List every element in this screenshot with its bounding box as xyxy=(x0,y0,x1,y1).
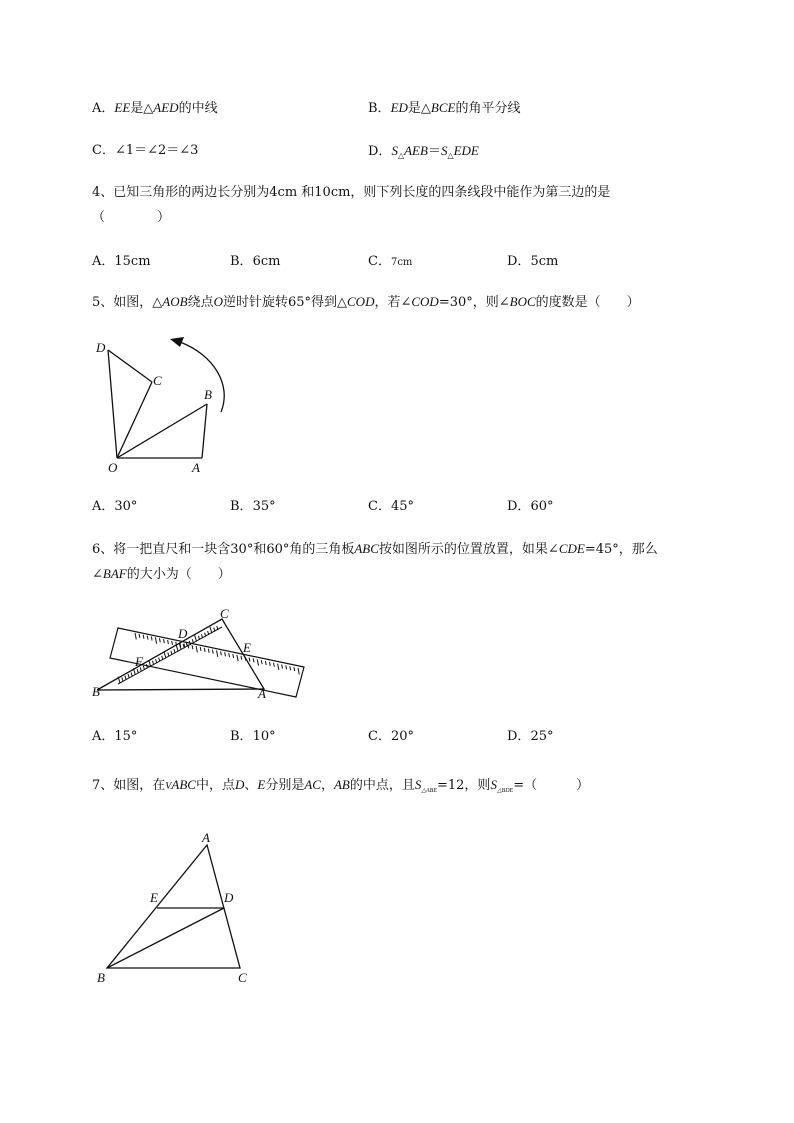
q5-option-c: C．45° xyxy=(368,499,414,514)
q3-option-d: D．$S_\triangle AEB=S_\triangle EDE$ xyxy=(368,143,479,160)
label-e: E xyxy=(150,890,158,905)
q6-option-d: D．25° xyxy=(507,729,554,744)
label-a: A xyxy=(202,830,210,845)
label-d: D xyxy=(178,626,188,641)
label-c: C xyxy=(238,970,247,985)
label-o: O xyxy=(108,460,118,475)
label-c: C xyxy=(153,373,162,388)
q4-option-b: B．6cm xyxy=(230,254,281,269)
q6-option-c: C．20° xyxy=(368,729,414,744)
q3-option-a: A．EE是△AED的中线 xyxy=(92,100,218,116)
label-f: F xyxy=(135,654,143,669)
triangle-abc xyxy=(107,845,240,968)
label-b: B xyxy=(92,684,100,699)
label-b: B xyxy=(97,970,105,985)
q6-stem-line2: ∠BAF的大小为（ ） xyxy=(92,566,231,582)
q6-option-b: B．10° xyxy=(230,729,276,744)
q3-option-b: B．ED是△BCE的角平分线 xyxy=(368,100,521,116)
q4-option-c: C．7cm xyxy=(368,254,413,269)
q4-stem: 4、已知三角形的两边长分别为4cm 和10cm，则下列长度的四条线段中能作为第三边的是 xyxy=(92,185,611,200)
label-d: D xyxy=(224,890,234,905)
label-c: C xyxy=(220,606,229,621)
q6-option-a: A．15° xyxy=(92,729,138,744)
segment-bd xyxy=(107,908,224,968)
label-a: A xyxy=(192,460,200,475)
q4-option-d: D．5cm xyxy=(507,254,559,269)
q4-option-a: A．15cm xyxy=(92,254,151,269)
q5-option-a: A．30° xyxy=(92,499,138,514)
q3-option-c: C．∠1＝∠2＝∠3 xyxy=(92,143,199,158)
label-a: A xyxy=(258,686,266,701)
q5-option-b: B．35° xyxy=(230,499,276,514)
q6-stem-line1: 6、将一把直尺和一块含30°和60°角的三角板ABC按如图所示的位置放置，如果∠CDE=45°，那么 xyxy=(92,541,658,557)
q7-stem: 7、如图，在VABC中，点D、E分别是AC，AB的中点，且$S_{\triangle ABE}=12$，则$S_{\triangle BDE}=$（ ） xyxy=(92,777,590,794)
label-b: B xyxy=(204,387,212,402)
q5-option-d: D．60° xyxy=(507,499,554,514)
label-d: D xyxy=(96,340,106,355)
q4-answer-paren: （ ） xyxy=(92,210,171,225)
q5-stem: 5、如图，△AOB绕点O逆时针旋转65°得到△COD，若∠COD=30°，则∠BOC的度数是（ ） xyxy=(92,294,640,310)
label-e: E xyxy=(243,640,251,655)
